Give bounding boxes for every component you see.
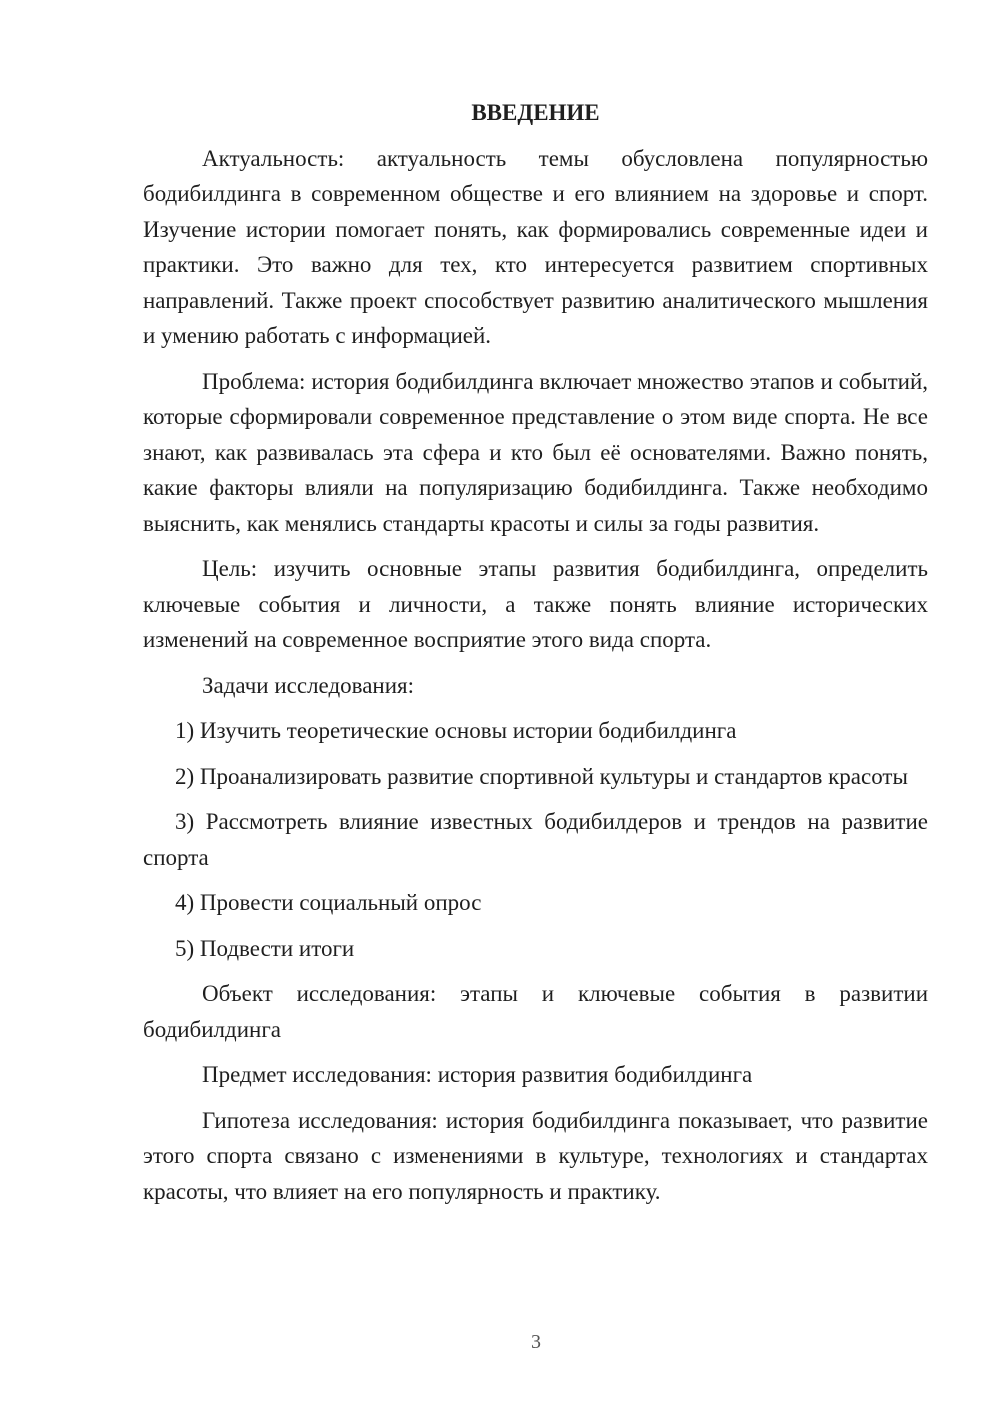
paragraph-goal: Цель: изучить основные этапы развития бодибилдинга, определить ключевые события и личности, а также понять влияние исторических изменений на современное восприятие этого вида спорта. <box>143 556 928 652</box>
task-item: 3) Рассмотреть влияние известных бодибилдеров и трендов на развитие спорта <box>143 809 928 870</box>
paragraph-problem: Проблема: история бодибилдинга включает множество этапов и событий, которые сформировали современное представление о этом виде спорта. Не все знают, как развивалась эта сфера и кто был её основателями. Важно понять, какие факторы влияли на популяризацию бодибилдинга. Также необходимо выяснить, как менялись стандарты красоты и силы за годы развития. <box>143 368 928 536</box>
task-item: 5) Подвести итоги <box>175 935 355 961</box>
paragraph-hypothesis: Гипотеза исследования: история бодибилдинга показывает, что развитие этого спорта связано с изменениями в культуре, технологиях и стандартах красоты, что влияет на его популярность и практику. <box>143 1107 928 1204</box>
paragraph-relevance: Актуальность: актуальность темы обусловлена популярностью бодибилдинга в современном обществе и его влиянием на здоровье и спорт. Изучение истории помогает понять, как формировались современные идеи и практики. Это важно для тех, кто интересуется развитием спортивных направлений. Также проект способствует развитию аналитического мышления и умению работать с информацией. <box>143 145 928 348</box>
task-item: 1) Изучить теоретические основы истории бодибилдинга <box>175 718 737 743</box>
document-body <box>143 95 928 1219</box>
paragraph-object: Объект исследования: этапы и ключевые события в развитии бодибилдинга <box>143 981 928 1042</box>
task-item: 4) Провести социальный опрос <box>175 890 482 915</box>
task-item: 2) Проанализировать развитие спортивной культуры и стандартов красоты <box>175 763 908 789</box>
section-title: ВВЕДЕНИЕ <box>471 100 600 125</box>
paragraph-subject: Предмет исследования: история развития бодибилдинга <box>202 1062 753 1087</box>
page-number: 3 <box>531 1331 541 1353</box>
paragraph-tasks-heading: Задачи исследования: <box>202 672 415 698</box>
